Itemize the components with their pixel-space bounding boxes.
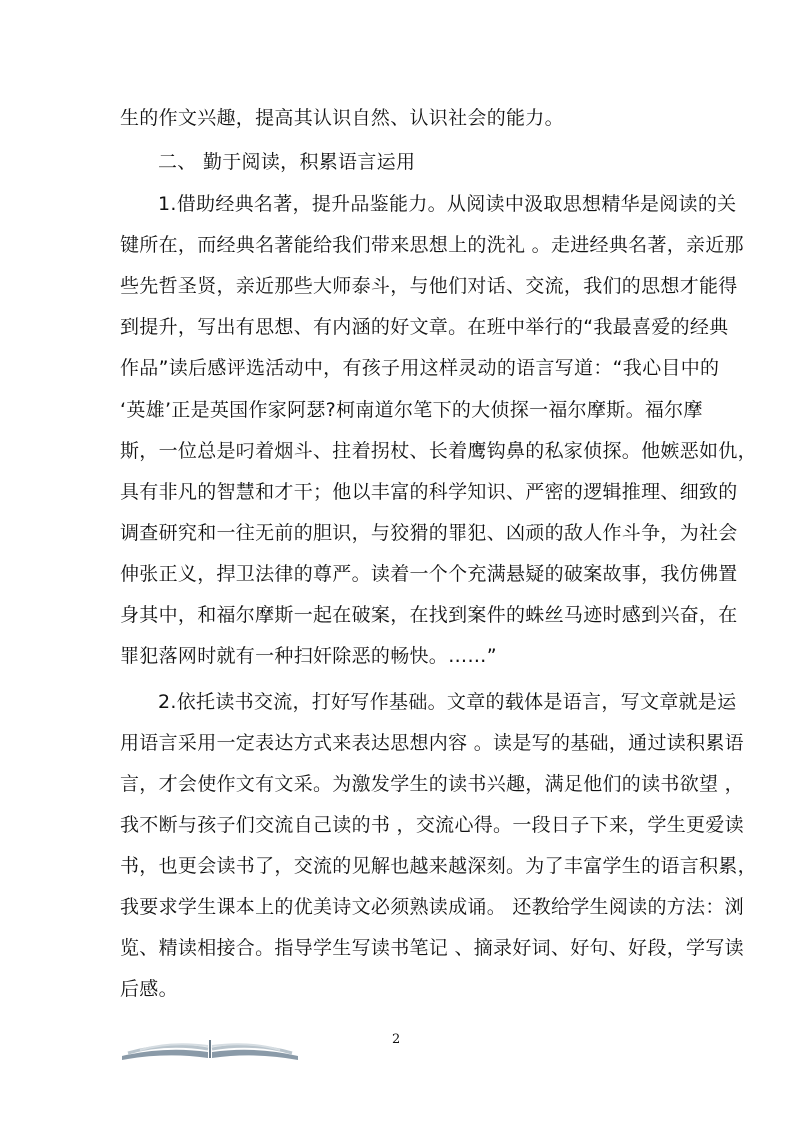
body-line: 到提升，写出有思想、有内涵的好文章。在班中举行的“我最喜爱的经典 bbox=[120, 316, 729, 338]
page-number: 2 bbox=[392, 1032, 401, 1047]
body-line: 2.依托读书交流，打好写作基础。文章的载体是语言，写文章就是运 bbox=[158, 691, 737, 713]
open-book-icon bbox=[120, 1034, 300, 1060]
body-line: 伸张正义，捍卫法律的尊严。读着一个个充满悬疑的破案故事，我仿佛置 bbox=[120, 563, 738, 585]
body-line: 我不断与孩子们交流自己读的书 ，交流心得。一段日子下来，学生更爱读 bbox=[120, 814, 744, 836]
body-line: 我要求学生课本上的优美诗文必须熟读成诵。 还教给学生阅读的方法：浏 bbox=[120, 896, 744, 918]
body-line: 键所在，而经典名著能给我们带来思想上的洗礼 。走进经典名著，亲近那 bbox=[120, 234, 744, 256]
body-line: 斯，一位总是叼着烟斗、拄着拐杖、长着鹰钩鼻的私家侦探。他嫉恶如仇， bbox=[120, 440, 757, 462]
body-line: 身其中，和福尔摩斯一起在破案，在找到案件的蛛丝马迹时感到兴奋，在 bbox=[120, 604, 738, 626]
body-line: 罪犯落网时就有一种扫奸除恶的畅快。……” bbox=[120, 645, 497, 667]
body-line: 调查研究和一往无前的胆识，与狡猾的罪犯、凶顽的敌人作斗争，为社会 bbox=[120, 522, 738, 544]
section-heading: 二、 勤于阅读，积累语言运用 bbox=[158, 151, 416, 173]
body-line: 用语言采用一定表达方式来表达思想内容 。读是写的基础，通过读积累语 bbox=[120, 732, 744, 754]
body-line: 书，也更会读书了，交流的见解也越来越深刻。为了丰富学生的语言积累， bbox=[120, 855, 757, 877]
body-line: 览、精读相接合。指导学生写读书笔记 、摘录好词、好句、好段，学写读 bbox=[120, 937, 744, 959]
body-line: 作品”读后感评选活动中，有孩子用这样灵动的语言写道：“我心目中的 bbox=[120, 357, 720, 379]
body-line: 言，才会使作文有文采。为激发学生的读书兴趣，满足他们的读书欲望 ， bbox=[120, 773, 744, 795]
body-line: 些先哲圣贤，亲近那些大师泰斗，与他们对话、交流，我们的思想才能得 bbox=[120, 275, 738, 297]
body-line: 生的作文兴趣，提高其认识自然、认识社会的能力。 bbox=[120, 107, 564, 129]
body-line: 1.借助经典名著，提升品鉴能力。从阅读中汲取思想精华是阅读的关 bbox=[158, 193, 737, 215]
body-line: 后感。 bbox=[120, 978, 178, 1000]
body-line: 具有非凡的智慧和才干；他以丰富的科学知识、严密的逻辑推理、细致的 bbox=[120, 481, 738, 503]
body-line: ‘英雄’正是英国作家阿瑟?柯南道尔笔下的大侦探一福尔摩斯。福尔摩 bbox=[120, 399, 703, 421]
